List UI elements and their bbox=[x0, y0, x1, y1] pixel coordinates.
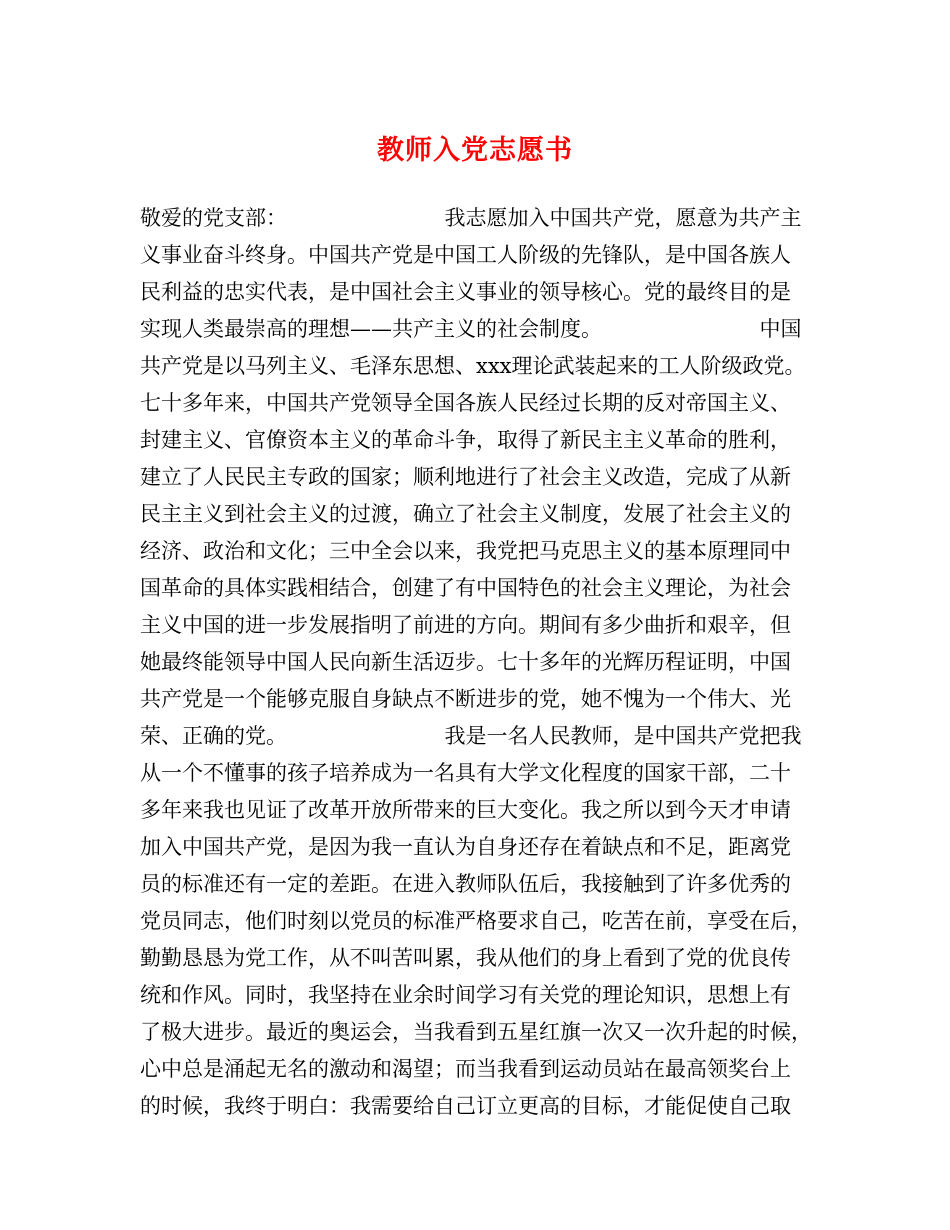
body-line: 从一个不懂事的孩子培养成为一名具有大学文化程度的国家干部，二十 bbox=[140, 761, 791, 785]
document-body bbox=[140, 200, 840, 1125]
body-line: 荣、正确的党。 我是一名人民教师，是中国共产党把我 bbox=[140, 724, 802, 748]
body-line: 义事业奋斗终身。中国共产党是中国工人阶级的先锋队，是中国各族人 bbox=[140, 243, 791, 267]
body-line: 建立了人民民主专政的国家；顺利地进行了社会主义改造，完成了从新 bbox=[140, 465, 791, 489]
body-line: 封建主义、官僚资本主义的革命斗争，取得了新民主主义革命的胜利， bbox=[140, 428, 791, 452]
body-line: 国革命的具体实践相结合，创建了有中国特色的社会主义理论，为社会 bbox=[140, 576, 791, 600]
body-line: 心中总是涌起无名的激动和渴望；而当我看到运动员站在最高领奖台上 bbox=[140, 1057, 791, 1081]
body-line: 共产党是以马列主义、毛泽东思想、xxx理论武装起来的工人阶级政党。 bbox=[140, 354, 806, 378]
body-line: 共产党是一个能够克服自身缺点不断进步的党，她不愧为一个伟大、光 bbox=[140, 687, 791, 711]
body-line: 统和作风。同时，我坚持在业余时间学习有关党的理论知识，思想上有 bbox=[140, 983, 791, 1007]
body-line: 员的标准还有一定的差距。在进入教师队伍后，我接触到了许多优秀的 bbox=[140, 872, 791, 896]
body-line: 加入中国共产党，是因为我一直认为自身还存在着缺点和不足，距离党 bbox=[140, 835, 791, 859]
body-line: 多年来我也见证了改革开放所带来的巨大变化。我之所以到今天才申请 bbox=[140, 798, 791, 822]
body-line: 勤勤恳恳为党工作，从不叫苦叫累，我从他们的身上看到了党的优良传 bbox=[140, 946, 791, 970]
body-line: 的时候，我终于明白：我需要给自己订立更高的目标，才能促使自己取 bbox=[140, 1094, 791, 1118]
body-line: 实现人类最崇高的理想——共产主义的社会制度。 中国 bbox=[140, 317, 802, 341]
body-line: 了极大进步。最近的奥运会，当我看到五星红旗一次又一次升起的时候， bbox=[140, 1020, 812, 1044]
document-title: 教师入党志愿书 bbox=[377, 135, 573, 166]
body-line: 她最终能领导中国人民向新生活迈步。七十多年的光辉历程证明，中国 bbox=[140, 650, 791, 674]
body-line: 主义中国的进一步发展指明了前进的方向。期间有多少曲折和艰辛，但 bbox=[140, 613, 791, 637]
body-line: 民利益的忠实代表，是中国社会主义事业的领导核心。党的最终目的是 bbox=[140, 280, 791, 304]
body-line: 七十多年来，中国共产党领导全国各族人民经过长期的反对帝国主义、 bbox=[140, 391, 791, 415]
body-line: 党员同志，他们时刻以党员的标准严格要求自己，吃苦在前，享受在后， bbox=[140, 909, 812, 933]
body-line: 经济、政治和文化；三中全会以来，我党把马克思主义的基本原理同中 bbox=[140, 539, 791, 563]
body-line: 民主主义到社会主义的过渡，确立了社会主义制度，发展了社会主义的 bbox=[140, 502, 791, 526]
body-line: 敬爱的党支部： 我志愿加入中国共产党，愿意为共产主 bbox=[140, 206, 802, 230]
